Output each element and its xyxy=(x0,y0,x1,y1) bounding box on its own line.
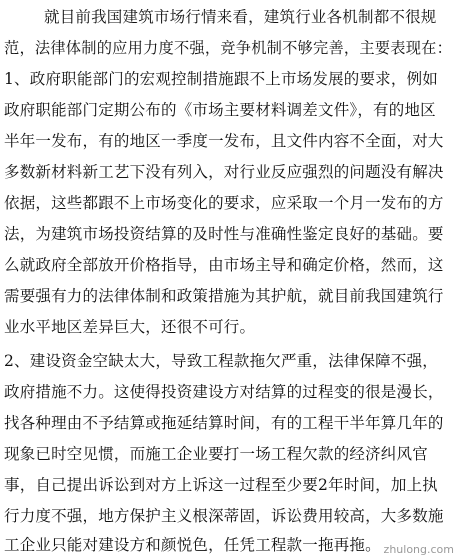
paragraph-line: 么就政府全部放开价格指导，由市场主导和确定价格，然而，这 xyxy=(4,256,444,274)
paragraph-line: 半年一发布，有的地区一季度一发布，且文件内容不全面，对大 xyxy=(4,132,444,150)
paragraph-line: 就目前我国建筑市场行情来看，建筑行业各机制都不很规 xyxy=(44,8,437,26)
paragraph-line: 需要强有力的法律体制和政策措施为其护航，就目前我国建筑行 xyxy=(4,287,444,305)
paragraph-line: 行力度不强，地方保护主义根深蒂固，诉讼费用较高，大多数施 xyxy=(4,507,444,525)
paragraph-line: 法，为建筑市场投资结算的及时性与准确性鉴定良好的基础。要 xyxy=(4,225,444,243)
paragraph-line: 工企业只能对建设方和颜悦色，任凭工程款一拖再拖。 xyxy=(4,536,381,554)
paragraph-line: 多数新材料新工艺下没有列入，对行业反应强烈的问题没有解决 xyxy=(4,163,444,181)
paragraph-line: 找各种理由不予结算或拖延结算时间，有的工程干半年算几年的 xyxy=(4,414,444,432)
paragraph-line: 政府措施不力。这使得投资建设方对结算的过程变的很是漫长， xyxy=(4,383,444,401)
paragraph-line: 现象已时空见惯，而施工企业要打一场工程欠款的经济纠风官 xyxy=(4,445,428,463)
paragraph-line: 业水平地区差异巨大，还很不可行。 xyxy=(4,318,256,336)
paragraph-line: 事，自己提出诉讼到对方上诉这一过程至少要2年时间，加上执 xyxy=(4,476,438,494)
paragraph-line: 范，法律体制的应用力度不强，竞争机制不够完善，主要表现在： xyxy=(4,39,453,57)
paragraph-line: 依据，这些都跟不上市场变化的要求，应采取一个月一发布的方 xyxy=(4,194,444,212)
paragraph-line: 2、建设资金空缺太大，导致工程款拖欠严重，法律保障不强， xyxy=(4,352,438,370)
watermark: zhulong.com xyxy=(383,543,454,556)
paragraph-line: 1、政府职能部门的宏观控制措施跟不上市场发展的要求，例如 xyxy=(4,70,438,88)
paragraph-line: 政府职能部门定期公布的《市场主要材料调差文件》，有的地区 xyxy=(4,101,436,119)
